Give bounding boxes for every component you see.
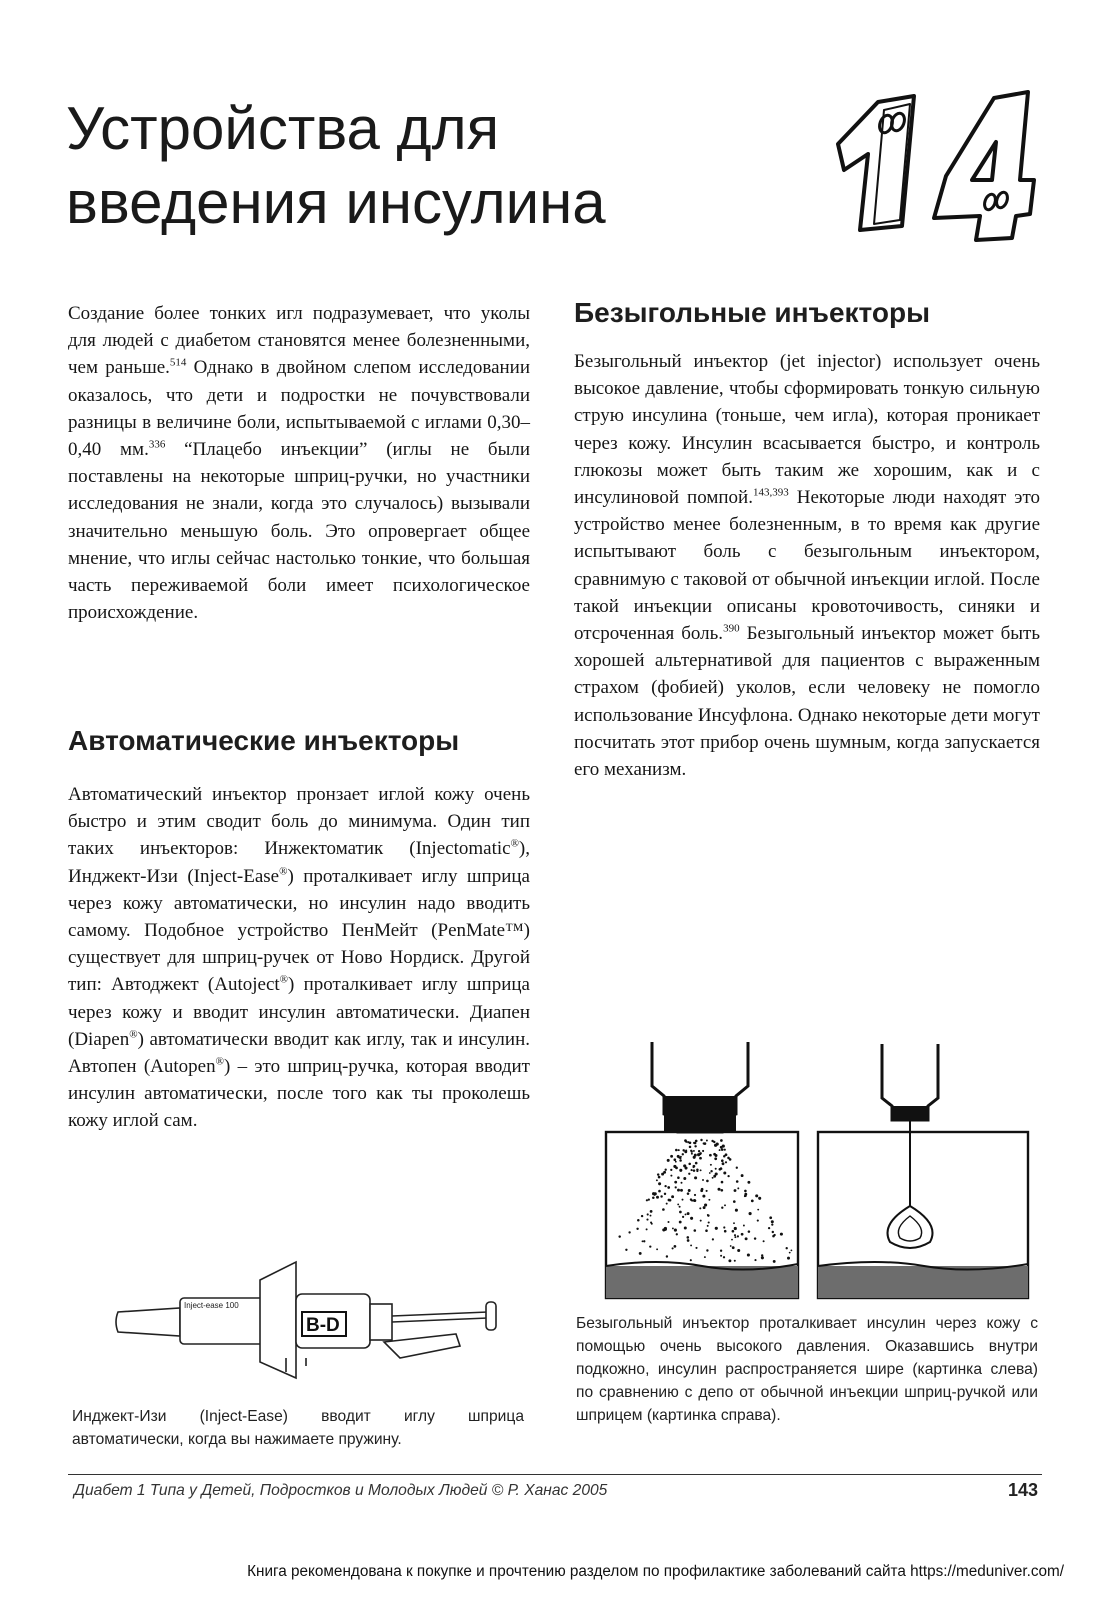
spray-dot	[761, 1254, 763, 1256]
spray-dot	[745, 1237, 748, 1240]
spray-dot	[637, 1219, 640, 1222]
spray-dot	[664, 1185, 666, 1187]
page-title	[66, 92, 766, 240]
spray-dot	[700, 1139, 702, 1141]
spray-dot	[704, 1203, 707, 1206]
spray-dot	[706, 1249, 708, 1251]
spray-dot	[754, 1259, 756, 1261]
spray-dot	[732, 1246, 735, 1249]
citation: 143,393	[752, 486, 789, 499]
auto-text-e: ) автоматически вводит как иглу, так и инсулин. Автопен (Autopen	[68, 1028, 530, 1078]
spray-dot	[646, 1228, 648, 1230]
spray-dot	[736, 1167, 738, 1169]
spray-dot	[676, 1233, 678, 1235]
intro-text-3: “Плацебо инъекции” (иглы не были поставлены на некоторые шприц-ручки, но участники исследования не знали, когда это случалось) вызывали значительно меньшую боль. Это опровергает общее мнение, что иглы сейчас настолько тонкие, что большая часть переживаемой боли имеет психологическое происхождение.	[68, 439, 530, 624]
spray-dot	[700, 1169, 702, 1171]
spray-dot	[650, 1210, 653, 1213]
spray-dot	[773, 1234, 775, 1236]
spray-dot	[693, 1166, 695, 1168]
spray-dot	[691, 1153, 693, 1155]
footer-divider	[68, 1474, 1042, 1475]
spray-dot	[713, 1141, 715, 1143]
spray-dot	[690, 1217, 693, 1220]
spray-dot	[720, 1189, 723, 1192]
spray-dot	[763, 1240, 765, 1242]
spray-dot	[679, 1206, 681, 1208]
spray-dot	[736, 1180, 739, 1183]
spray-dot	[691, 1169, 693, 1171]
spray-dot	[720, 1146, 723, 1149]
spray-dot	[674, 1229, 677, 1232]
spray-dot	[723, 1256, 725, 1258]
spray-dot	[702, 1195, 705, 1198]
spray-dot	[647, 1213, 649, 1215]
spray-dot	[690, 1198, 692, 1200]
spray-dot	[694, 1145, 696, 1147]
spray-dot	[713, 1153, 716, 1156]
spray-dot	[748, 1230, 751, 1233]
spray-dot	[706, 1140, 708, 1142]
spray-dot	[666, 1255, 668, 1257]
spray-dot	[685, 1213, 687, 1215]
spray-dot	[744, 1190, 747, 1193]
citation: 390	[723, 622, 740, 635]
spray-dot	[703, 1206, 706, 1209]
page-title-line-2: введения инсулина	[66, 169, 606, 236]
spray-dot	[678, 1149, 680, 1151]
spray-dot	[661, 1173, 664, 1176]
needle-free-text-2: Некоторые люди находят это устройство менее болезненным, в то время как другие испытывают боль с безыгольным инъектором, сравнимую с таковой от обычной инъекции иглой. После такой инъекции описаны кровоточивость, синяки и отсроченная боль.	[574, 487, 1040, 645]
spray-dot	[649, 1245, 651, 1247]
spray-dot	[694, 1176, 697, 1179]
spray-dot	[710, 1164, 712, 1166]
spray-dot	[666, 1203, 668, 1205]
spray-dot	[704, 1142, 707, 1145]
spray-dot	[757, 1209, 759, 1211]
spray-dot	[710, 1170, 712, 1172]
spray-dot	[683, 1177, 686, 1180]
spray-dot	[708, 1199, 710, 1201]
spray-dot	[719, 1168, 722, 1171]
spray-dot	[790, 1249, 792, 1251]
spray-dot	[693, 1150, 695, 1152]
spray-dot	[693, 1169, 696, 1172]
syringe-brand: B-D	[306, 1315, 340, 1336]
spray-dot	[723, 1172, 726, 1175]
auto-text-b: ), Инджект-Изи (Inject-Ease	[68, 838, 530, 887]
registered-mark: ®	[129, 1028, 138, 1041]
spray-dot	[641, 1215, 643, 1217]
spray-dot	[682, 1216, 684, 1218]
spray-dot	[701, 1188, 704, 1191]
spray-dot	[733, 1200, 736, 1203]
spray-dot	[708, 1221, 710, 1223]
spray-dot	[656, 1248, 658, 1250]
spray-dot	[733, 1222, 735, 1224]
spray-dot	[664, 1227, 667, 1230]
spray-dot	[741, 1233, 744, 1236]
spray-dot	[771, 1223, 773, 1225]
spray-dot	[670, 1169, 672, 1171]
auto-text-c: ) проталкивает иглу шприца через кожу автоматически, но инсулин надо вводить самому. Подобное устройство ПенМейт (PenMate™) существует для шприц-ручек от Ново Нордиск. Другой тип: Автоджект (Autoject	[68, 865, 530, 996]
spray-dot	[677, 1203, 679, 1205]
intro-text-2: Однако в двойном слепом исследовании оказалось, что дети и подростки не почувствовали разницы в величине боли, испытываемой с иглами 0,30–0,40 мм.	[68, 357, 531, 461]
spray-dot	[689, 1142, 692, 1145]
spray-dot	[721, 1207, 723, 1209]
spray-dot	[643, 1240, 645, 1242]
spray-dot	[734, 1227, 737, 1230]
spray-dot	[691, 1151, 693, 1153]
spray-dot	[671, 1195, 674, 1198]
spray-dot	[787, 1257, 790, 1260]
spray-dot	[636, 1228, 638, 1230]
spray-dot	[675, 1149, 678, 1152]
spray-dot	[658, 1176, 661, 1179]
spray-dot	[652, 1197, 655, 1200]
spray-dot	[694, 1142, 697, 1145]
spray-dot	[725, 1161, 727, 1163]
spray-dot	[734, 1260, 736, 1262]
spray-dot	[682, 1199, 684, 1201]
spray-dot	[694, 1199, 697, 1202]
spray-dot	[698, 1150, 700, 1152]
spray-dot	[780, 1233, 783, 1236]
spray-dot	[741, 1174, 744, 1177]
spray-dot	[664, 1193, 666, 1195]
spray-dot	[724, 1230, 727, 1233]
spray-dot	[646, 1219, 648, 1221]
spray-dot	[751, 1200, 754, 1203]
spray-dot	[696, 1170, 698, 1172]
spray-dot	[687, 1212, 690, 1215]
spray-dot	[625, 1249, 627, 1251]
spray-dot	[674, 1245, 677, 1248]
needle-free-text-1: Безыгольный инъектор (jet injector) использует очень высокое давление, чтобы сформировать тонкую сильную струю инсулина (тоньше, чем игла), которая проникает через кожу. Инсулин всасывается быстро, и контроль глюкозы может быть таким же хорошим, как и с инсулиновой помпой.	[574, 351, 1040, 509]
spray-dot	[737, 1249, 740, 1252]
spray-dot	[679, 1221, 682, 1224]
spray-dot	[720, 1255, 722, 1257]
spray-dot	[677, 1189, 680, 1192]
needle-free-column	[574, 296, 1040, 783]
spray-dot	[667, 1186, 670, 1189]
spray-dot	[695, 1247, 697, 1249]
auto-injectors-column	[68, 781, 530, 1135]
spray-dot	[702, 1150, 704, 1152]
footer-book-title: Диабет 1 Типа у Детей, Подростков и Молодых Людей © Р. Ханас 2005	[74, 1482, 608, 1499]
spray-dot	[747, 1181, 750, 1184]
spray-dot	[673, 1158, 676, 1161]
chapter-number-badge	[826, 84, 1038, 244]
spray-dot	[734, 1234, 736, 1236]
spray-dot	[680, 1170, 682, 1172]
spray-dot	[715, 1227, 718, 1230]
spray-dot	[699, 1157, 702, 1160]
spray-dot	[670, 1175, 672, 1177]
registered-mark: ®	[279, 865, 288, 878]
spray-dot	[682, 1153, 684, 1155]
spray-dot	[715, 1168, 717, 1170]
spray-dot	[723, 1226, 725, 1228]
spray-dot	[786, 1247, 788, 1249]
spray-dot	[679, 1157, 681, 1159]
spray-dot	[684, 1226, 687, 1229]
page-title-line-1: Устройства для	[66, 95, 500, 162]
spray-dot	[744, 1195, 746, 1197]
auto-text-d: ) проталкивает иглу шприца через кожу и вводит инсулин автоматически. Диапен (Diapen	[68, 974, 530, 1050]
spray-dot	[727, 1175, 729, 1177]
spray-dot	[702, 1179, 704, 1181]
spray-dot	[683, 1164, 686, 1167]
spray-dot	[734, 1236, 736, 1238]
spray-dot	[709, 1172, 711, 1174]
spray-dot	[672, 1247, 674, 1249]
spray-dot	[755, 1194, 758, 1197]
spray-dot	[642, 1240, 644, 1242]
spray-dot	[700, 1220, 702, 1222]
spray-dot	[769, 1216, 772, 1219]
spray-dot	[675, 1161, 677, 1163]
promo-line: Книга рекомендована к покупке и прочтению разделом по профилактике заболеваний сайта https://meduniver.com/	[247, 1563, 1064, 1580]
spray-dot	[684, 1139, 687, 1142]
spray-dot	[673, 1165, 676, 1168]
inject-ease-illustration	[100, 1254, 530, 1384]
section-heading-needle-free: Безыгольные инъекторы	[574, 297, 930, 328]
syringe-label: Inject-ease 100	[184, 1301, 239, 1310]
spray-dot	[687, 1236, 690, 1239]
spray-dot	[734, 1189, 737, 1192]
spray-dot	[719, 1149, 721, 1151]
spray-dot	[754, 1237, 756, 1239]
spray-dot	[695, 1162, 698, 1165]
spray-dot	[712, 1177, 714, 1179]
spray-dot	[761, 1256, 764, 1259]
spray-dot	[732, 1230, 735, 1233]
spray-dot	[667, 1159, 670, 1162]
spray-dot	[737, 1187, 739, 1189]
spray-dot	[727, 1157, 730, 1160]
citation: 336	[148, 438, 166, 451]
spray-dot	[677, 1155, 680, 1158]
spray-dot	[670, 1155, 673, 1158]
spray-dot	[674, 1181, 677, 1184]
spray-dot	[699, 1153, 701, 1155]
spray-dot	[722, 1162, 725, 1165]
spray-dot	[628, 1231, 630, 1233]
spray-dot	[728, 1259, 731, 1262]
spray-dot	[693, 1156, 696, 1159]
spray-dot	[687, 1192, 690, 1195]
citation: 514	[169, 357, 187, 370]
spray-dot	[707, 1214, 709, 1216]
intro-text-1: Создание более тонких игл подразумевает, что уколы для людей с диабетом становятся менее болезненными, чем раньше.	[68, 303, 530, 379]
spray-dot	[737, 1235, 739, 1237]
spray-dot	[706, 1190, 708, 1192]
spray-dot	[773, 1260, 776, 1263]
spray-dot	[688, 1189, 691, 1192]
spray-dot	[724, 1204, 726, 1206]
intro-paragraph	[68, 300, 530, 626]
syringe-caption: Инджект-Изи (Inject-Ease) вводит иглу шприца автоматически, когда вы нажимаете пружину.	[72, 1408, 524, 1448]
spray-dot	[618, 1235, 620, 1237]
spray-dot	[704, 1256, 706, 1258]
spray-dot	[690, 1259, 692, 1261]
spray-dot	[723, 1155, 726, 1158]
spray-dot	[690, 1244, 692, 1246]
spray-dot	[709, 1154, 712, 1157]
jet-injector-illustration	[598, 1040, 1038, 1300]
spray-dot	[675, 1186, 677, 1188]
spray-dot	[721, 1148, 724, 1151]
spray-dot	[688, 1163, 691, 1166]
spray-dot	[689, 1146, 692, 1149]
spray-dot	[713, 1175, 716, 1178]
spray-dot	[706, 1180, 709, 1183]
spray-dot	[672, 1227, 674, 1229]
spray-dot	[757, 1220, 759, 1222]
spray-dot	[669, 1199, 672, 1202]
spray-dot	[639, 1252, 642, 1255]
spray-dot	[721, 1181, 724, 1184]
spray-dot	[667, 1221, 669, 1223]
spray-dot	[651, 1223, 653, 1225]
spray-dot	[680, 1189, 683, 1192]
spray-dot	[648, 1198, 650, 1200]
spray-dot	[721, 1159, 724, 1162]
spray-dot	[717, 1188, 720, 1191]
spray-dot	[747, 1253, 750, 1256]
spray-dot	[768, 1227, 770, 1229]
spray-dot	[665, 1169, 667, 1171]
spray-dot	[656, 1179, 658, 1181]
spray-dot	[730, 1245, 732, 1247]
spray-dot	[688, 1173, 690, 1175]
spray-dot	[712, 1238, 714, 1240]
spray-dot	[687, 1239, 690, 1242]
auto-injectors-paragraph	[68, 781, 530, 1135]
page-number: 143	[1007, 1480, 1038, 1500]
spray-dot	[681, 1182, 683, 1184]
spray-dot	[724, 1149, 726, 1151]
needle-free-text-3: Безыгольный инъектор может быть хорошей альтернативой для пациентов с выраженным страхом (фобией) уколов, если человеку не помогло использование Инсуфлона. Однако некоторые дети могут посчитать этот прибор очень шумным, когда запускается его механизм.	[574, 623, 1040, 781]
spray-dot	[771, 1220, 774, 1223]
registered-mark: ®	[215, 1055, 224, 1068]
needle-free-paragraph	[574, 348, 1040, 783]
spray-dot	[684, 1150, 687, 1153]
spray-dot	[699, 1207, 701, 1209]
registered-mark: ®	[510, 838, 519, 851]
auto-text-f: ) – это шприц-ручка, которая вводит инсулин автоматически, после того как ты проколешь кожу иглой сам.	[68, 1056, 530, 1132]
spray-dot	[789, 1252, 791, 1254]
spray-dot	[714, 1157, 717, 1160]
spray-dot	[650, 1215, 652, 1217]
spray-dot	[758, 1197, 761, 1200]
spray-dot	[658, 1190, 661, 1193]
spray-dot	[662, 1208, 665, 1211]
spray-dot	[677, 1176, 680, 1179]
spray-dot	[731, 1239, 733, 1241]
spray-dot	[720, 1250, 722, 1252]
spray-dot	[656, 1196, 659, 1199]
spray-dot	[707, 1225, 709, 1227]
spray-dot	[716, 1143, 719, 1146]
registered-mark: ®	[279, 974, 289, 987]
spray-dot	[735, 1209, 738, 1212]
spray-dot	[694, 1229, 697, 1232]
spray-dot	[679, 1211, 682, 1214]
spray-dot	[743, 1225, 745, 1227]
auto-text-a: Автоматический инъектор пронзает иглой кожу очень быстро и этим сводит боль до минимума. Один тип таких инъекторов: Инжектоматик (Injectomatic	[68, 784, 530, 860]
intro-column	[68, 300, 530, 626]
jet-injector-caption: Безыгольный инъектор проталкивает инсулин через кожу с помощью очень высокого давления. Оказавшись внутри подкожно, инсулин распространяется шире (картинка слева) по сравнению с депо от обычной инъекции шприц-ручкой или шприцем (картинка справа).	[576, 1315, 1038, 1424]
section-heading-auto-injectors: Автоматические инъекторы	[68, 725, 460, 756]
spray-dot	[679, 1159, 682, 1162]
spray-dot	[772, 1231, 774, 1233]
spray-dot	[657, 1173, 659, 1175]
spray-dot	[694, 1194, 696, 1196]
spray-dot	[652, 1192, 655, 1195]
spray-dot	[744, 1193, 747, 1196]
spray-dot	[705, 1229, 708, 1232]
spray-dot	[660, 1195, 662, 1197]
spray-dot	[720, 1139, 723, 1142]
spray-dot	[658, 1182, 661, 1185]
spray-dot	[749, 1212, 752, 1215]
